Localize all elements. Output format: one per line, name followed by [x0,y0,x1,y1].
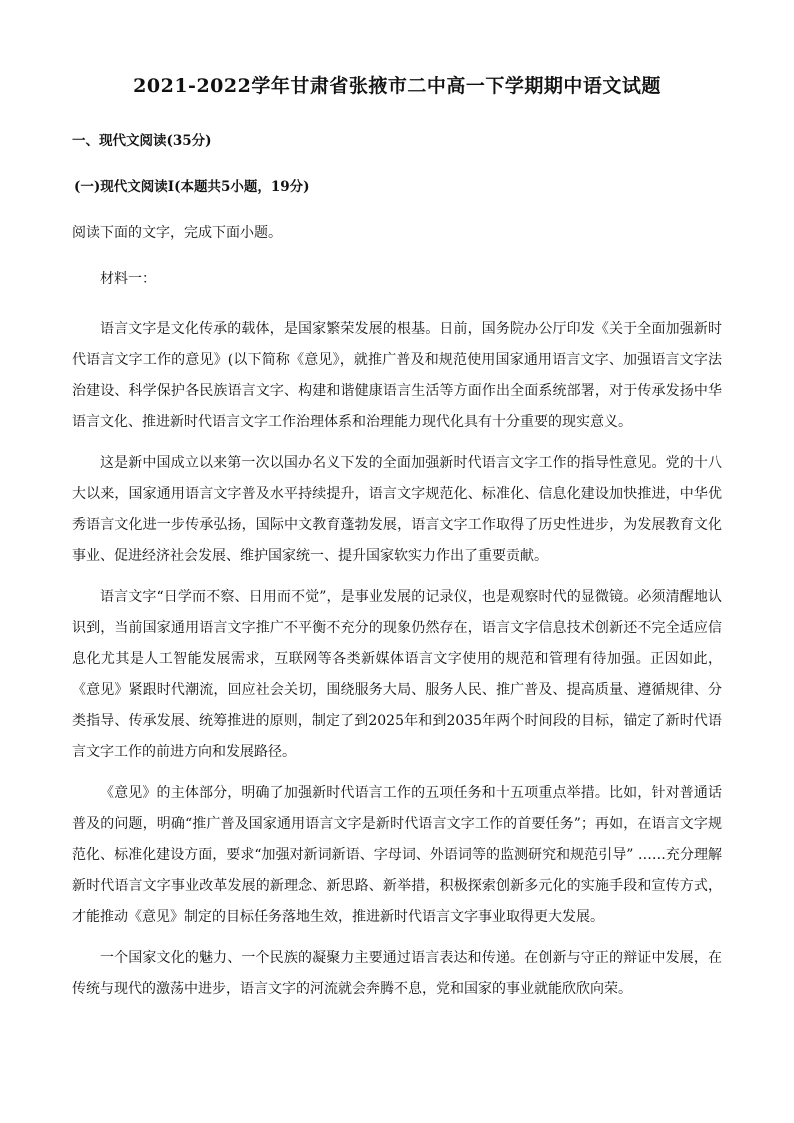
paragraph-3: 语言文字“日学而不察、日用而不觉”，是事业发展的记录仪，也是观察时代的显微镜。必须清醒地认识到，当前国家通用语言文字推广不平衡不充分的现象仍然存在，语言文字信息技术创新还不完全适应信息化尤其是人工智能发展需求，互联网等各类新媒体语言文字使用的规范和管理有待加强。正因如此，《意见》紧跟时代潮流，回应社会关切，围绕服务大局、服务人民、推广普及、提高质量、遵循规律、分类指导、传承发展、统筹推进的原则，制定了到2025年和到2035年两个时间段的目标，锚定了新时代语言文字工作的前进方向和发展路径。 [72,589,722,760]
paragraph-1: 语言文字是文化传承的载体，是国家繁荣发展的根基。日前，国务院办公厅印发《关于全面加强新时代语言文字工作的意见》(以下简称《意见》，就推广普及和规范使用国家通用语言文字、加强语言文字法治建设、科学保护各民族语言文字、构建和谐健康语言生活等方面作出全面系统部署，对于传承发扬中华语言文化、推进新时代语言文字工作治理体系和治理能力现代化具有十分重要的现实意义。 [72,321,722,430]
document-title: 2021-2022学年甘肃省张掖市二中高一下学期期中语文试题 [133,75,661,97]
reading-instruction: 阅读下面的文字，完成下面小题。 [72,225,282,241]
material-label: 材料一： [100,271,156,287]
paragraph-5: 一个国家文化的魅力、一个民族的凝聚力主要通过语言表达和传递。在创新与守正的辩证中发展，在传统与现代的激荡中进步，语言文字的河流就会奔腾不息，党和国家的事业就能欣欣向荣。 [72,950,722,997]
paragraph-4: 《意见》的主体部分，明确了加强新时代语言工作的五项任务和十五项重点举措。比如，针对普通话普及的问题，明确“推广普及国家通用语言文字是新时代语言文字工作的首要任务”；再如，在语言文字规范化、标准化建设方面，要求“加强对新词新语、字母词、外语词等的监测研究和规范引导” ……充分理解新时代语言文字事业改革发展的新理念、新思路、新举措，积极探索创新多元化的实施手段和宣传方式，才能推动《意见》制定的目标任务落地生效，推进新时代语言文字事业取得更大发展。 [72,785,722,925]
section-heading: 一、现代文阅读(35分) [72,133,212,149]
subsection-heading: (一)现代文阅读Ⅰ(本题共5小题，19分) [74,179,310,195]
paragraph-2: 这是新中国成立以来第一次以国办名义下发的全面加强新时代语言文字工作的指导性意见。党的十八大以来，国家通用语言文字普及水平持续提升，语言文字规范化、标准化、信息化建设加快推进，中华优秀语言文化进一步传承弘扬，国际中文教育蓬勃发展，语言文字工作取得了历史性进步，为发展教育文化事业、促进经济社会发展、维护国家统一、提升国家软实力作出了重要贡献。 [72,455,722,564]
